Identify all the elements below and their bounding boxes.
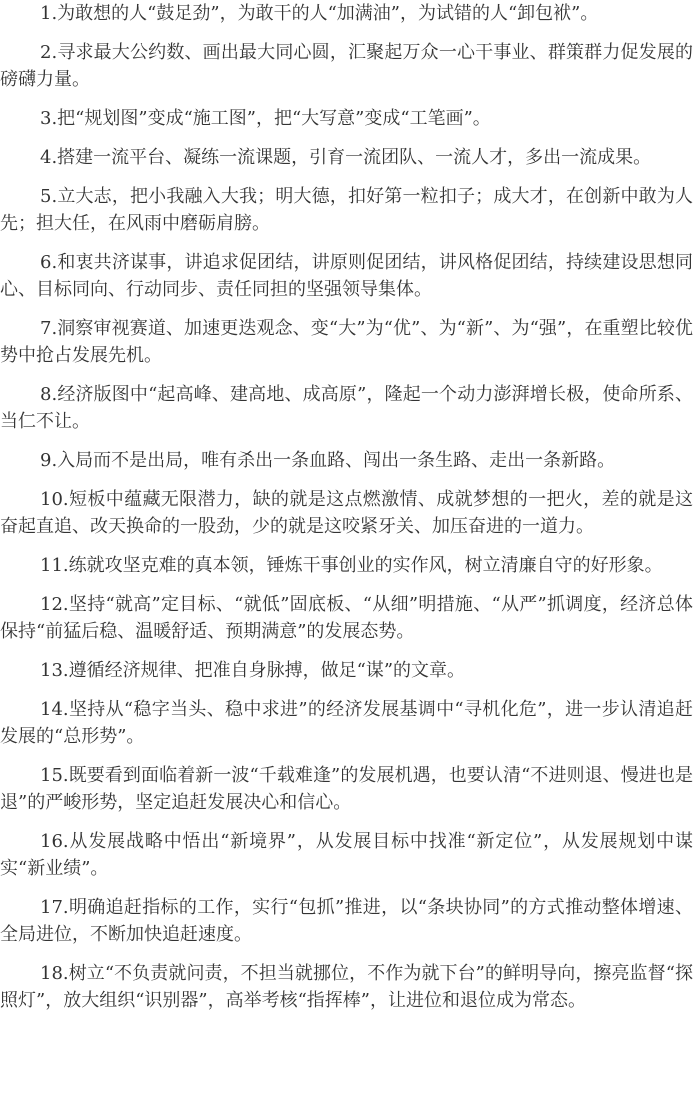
paragraph-5: 5.立大志，把小我融入大我；明大德，扣好第一粒扣子；成大才，在创新中敢为人先；担大任，在风雨中磨砺肩膀。: [0, 186, 693, 234]
paragraph-7: 7.洞察审视赛道、加速更迭观念、变“大”为“优”、为“新”、为“强”，在重塑比较优势中抢占发展先机。: [0, 318, 693, 366]
paragraph-1: 1.为敢想的人“鼓足劲”，为敢干的人“加满油”，为试错的人“卸包袱”。: [40, 3, 599, 24]
paragraph-12: 12.坚持“就高”定目标、“就低”固底板、“从细”明措施、“从严”抓调度，经济总体保持“前猛后稳、温暖舒适、预期满意”的发展态势。: [0, 594, 693, 642]
paragraph-3: 3.把“规划图”变成“施工图”，把“大写意”变成“工笔画”。: [40, 108, 491, 129]
paragraph-16: 16.从发展战略中悟出“新境界”，从发展目标中找准“新定位”，从发展规划中谋实“新业绩”。: [0, 831, 693, 879]
paragraph-13: 13.遵循经济规律、把准自身脉搏，做足“谋”的文章。: [40, 660, 466, 681]
paragraph-10: 10.短板中蕴藏无限潜力，缺的就是这点燃激情、成就梦想的一把火，差的就是这奋起直追、改天换命的一股劲，少的就是这咬紧牙关、加压奋进的一道力。: [0, 489, 693, 537]
paragraph-14: 14.坚持从“稳字当头、稳中求进”的经济发展基调中“寻机化危”，进一步认清追赶发展的“总形势”。: [0, 699, 693, 747]
paragraph-8: 8.经济版图中“起高峰、建高地、成高原”，隆起一个动力澎湃增长极，使命所系、当仁不让。: [0, 384, 693, 432]
paragraph-18: 18.树立“不负责就问责，不担当就挪位，不作为就下台”的鲜明导向，擦亮监督“探照灯”，放大组织“识别器”，高举考核“指挥棒”，让进位和退位成为常态。: [0, 963, 693, 1011]
paragraph-15: 15.既要看到面临着新一波“千载难逢”的发展机遇，也要认清“不进则退、慢进也是退”的严峻形势，坚定追赶发展决心和信心。: [0, 765, 693, 813]
paragraph-4: 4.搭建一流平台、凝练一流课题，引育一流团队、一流人才，多出一流成果。: [40, 147, 652, 168]
paragraph-9: 9.入局而不是出局，唯有杀出一条血路、闯出一条生路、走出一条新路。: [40, 450, 616, 471]
paragraph-11: 11.练就攻坚克难的真本领，锤炼干事创业的实作风，树立清廉自守的好形象。: [40, 555, 663, 576]
paragraph-6: 6.和衷共济谋事，讲追求促团结，讲原则促团结，讲风格促团结，持续建设思想同心、目标同向、行动同步、责任同担的坚强领导集体。: [0, 252, 693, 300]
paragraph-2: 2.寻求最大公约数、画出最大同心圆，汇聚起万众一心干事业、群策群力促发展的磅礴力量。: [0, 42, 693, 90]
paragraph-17: 17.明确追赶指标的工作，实行“包抓”推进，以“条块协同”的方式推动整体增速、全局进位，不断加快追赶速度。: [0, 897, 693, 945]
